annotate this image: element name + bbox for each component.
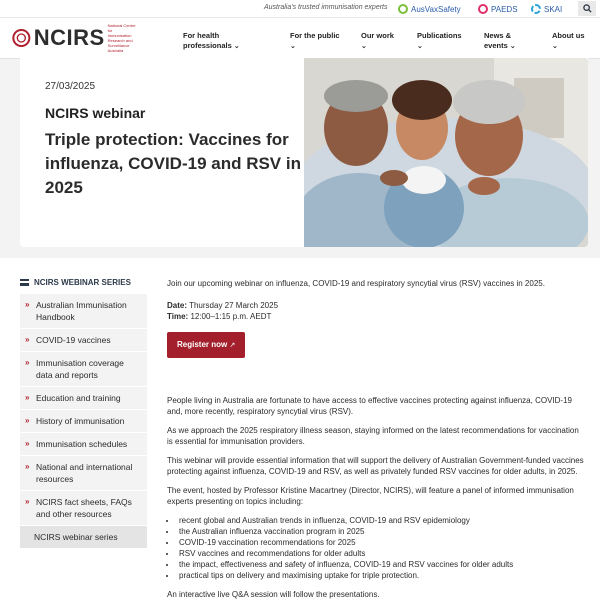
chevron-down-icon: ⌄ (290, 43, 296, 50)
sidebar-heading (20, 278, 150, 287)
nav-health-professionals[interactable] (183, 31, 240, 52)
utility-bar (0, 0, 600, 18)
page-title: Triple protection: Vaccines for influenza, COVID-19 and RSV in 2025 (45, 130, 301, 197)
sidebar-item-resources[interactable] (20, 456, 147, 491)
paeds-logo-icon (478, 4, 488, 14)
nav-our-work[interactable] (361, 31, 394, 52)
sidebar-item-schedules[interactable] (20, 433, 147, 456)
list-item: • the impact, effectiveness and safety of influenza, COVID-19 and RSV vaccines for older adults (177, 559, 585, 570)
sidebar-item-coverage-data[interactable] (20, 352, 147, 387)
chevron-down-icon: ⌄ (233, 43, 240, 50)
event-kicker: NCIRS webinar (45, 105, 146, 121)
chevron-double-right-icon: » (25, 439, 30, 448)
partner-link-skai[interactable] (531, 3, 562, 15)
intro-text: Join our upcoming webinar on influenza, COVID-19 and respiratory syncytial virus (RSV) vaccines in 2025. (167, 279, 545, 288)
nav-label: For health (183, 31, 220, 40)
ausvaxsafety-logo-icon (398, 4, 408, 14)
chevron-down-icon: ⌄ (509, 43, 516, 50)
skai-logo-icon (531, 4, 541, 14)
partner-link-ausvaxsafety[interactable] (398, 3, 461, 15)
site-header (0, 18, 600, 58)
chevron-down-icon: ⌄ (361, 43, 367, 50)
nav-label: professionals (183, 41, 232, 50)
date-value: Thursday 27 March 2025 (189, 301, 279, 310)
sidebar-item-label: History of immunisation (36, 416, 125, 426)
time-value: 12:00–1:15 p.m. AEDT (190, 312, 272, 321)
list-item: • practical tips on delivery and maximising uptake for triple protection. (177, 570, 585, 581)
sidebar-item-webinar-series[interactable] (20, 526, 147, 549)
sidebar-item-education-training[interactable] (20, 387, 147, 410)
search-button[interactable] (578, 1, 596, 16)
hero-photo (304, 58, 588, 247)
nav-label: For the public (290, 31, 340, 40)
ncirs-logo[interactable] (12, 24, 137, 52)
chevron-down-icon: ⌄ (417, 43, 423, 50)
sidebar-nav (20, 294, 147, 549)
register-now-button[interactable] (167, 332, 245, 358)
list-item: • recent global and Australian trends in influenza, COVID-19 and RSV epidemiology (177, 515, 585, 526)
sidebar-item-label: Immunisation schedules (36, 439, 128, 449)
paragraph: The event, hosted by Professor Kristine Macartney (Director, NCIRS), will feature a panel of informed immunisation experts presenting on topics including: (167, 486, 574, 506)
sidebar-item-label: National and international resources (36, 462, 133, 484)
menu-icon (20, 279, 29, 286)
ncirs-logo-mark-icon (12, 24, 31, 52)
sidebar-item-label: Education and training (36, 393, 121, 403)
sidebar-item-fact-sheets[interactable] (20, 491, 147, 526)
family-photo-illustration (304, 58, 588, 247)
sidebar-item-label: COVID-19 vaccines (36, 335, 111, 345)
chevron-double-right-icon: » (25, 416, 30, 425)
list-item: • RSV vaccines and recommendations for older adults (177, 548, 585, 559)
time-label: Time: (167, 312, 189, 321)
main-content (167, 278, 585, 600)
paragraph: This webinar will provide essential information that will support the delivery of Australian Government-funded vaccines protecting against influenza, COVID-19 and RSV, as well as privately funded RSV vaccines for older adults, in 2025. (167, 456, 584, 476)
sidebar-item-label: NCIRS webinar series (34, 532, 118, 542)
list-item: • the Australian influenza vaccination program in 2025 (177, 526, 585, 537)
logo-wordmark: NCIRS (33, 25, 105, 50)
sidebar-item-label: NCIRS fact sheets, FAQs and other resources (36, 497, 132, 519)
chevron-double-right-icon: » (25, 335, 30, 344)
chevron-double-right-icon: » (25, 358, 30, 367)
chevron-double-right-icon: » (25, 300, 30, 309)
chevron-double-right-icon: » (25, 393, 30, 402)
external-link-icon: ↗ (229, 342, 236, 349)
tagline: Australia's trusted immunisation experts (264, 4, 388, 11)
sidebar-heading-label: NCIRS WEBINAR SERIES (34, 278, 131, 287)
chevron-down-icon: ⌄ (552, 43, 558, 50)
logo-subtext: National Centre for Immunisation Research and Surveillance Australia (107, 23, 136, 53)
partner-label: SKAI (544, 4, 563, 14)
partner-label: AusVaxSafety (411, 4, 461, 14)
list-item: • COVID-19 vaccination recommendations for 2025 (177, 537, 585, 548)
partner-label: PAEDS (491, 4, 518, 14)
partner-link-paeds[interactable] (478, 3, 518, 15)
nav-label: Our work (361, 31, 394, 40)
sidebar-item-immunisation-handbook[interactable] (20, 294, 147, 329)
topics-list (177, 515, 585, 581)
paragraph: People living in Australia are fortunate to have access to effective vaccines protecting against influenza, COVID-19 and, more recently, respiratory syncytial virus (RSV). (167, 396, 572, 416)
chevron-double-right-icon: » (25, 497, 30, 506)
closing-text: An interactive live Q&A session will follow the presentations. (167, 590, 380, 599)
nav-label: Publications (417, 31, 462, 40)
hero-card (20, 58, 588, 247)
sidebar-item-label: Australian Immunisation Handbook (36, 300, 127, 322)
nav-label: News & (484, 31, 512, 40)
nav-about-us[interactable] (552, 31, 585, 52)
sidebar-item-label: Immunisation coverage data and reports (36, 358, 124, 380)
nav-publications[interactable] (417, 31, 462, 52)
nav-label: About us (552, 31, 585, 40)
nav-label: events (484, 41, 508, 50)
nav-for-the-public[interactable] (290, 31, 340, 52)
paragraph: As we approach the 2025 respiratory illness season, staying informed on the latest recommendations for vaccination is essential for immunisation providers. (167, 426, 579, 446)
nav-news-events[interactable] (484, 31, 516, 52)
sidebar-item-history[interactable] (20, 410, 147, 433)
search-icon (583, 4, 592, 13)
event-date: 27/03/2025 (45, 81, 96, 92)
date-label: Date: (167, 301, 188, 310)
register-label: Register now (177, 340, 228, 349)
chevron-double-right-icon: » (25, 462, 30, 471)
event-meta (167, 300, 585, 322)
sidebar-item-covid-vaccines[interactable] (20, 329, 147, 352)
